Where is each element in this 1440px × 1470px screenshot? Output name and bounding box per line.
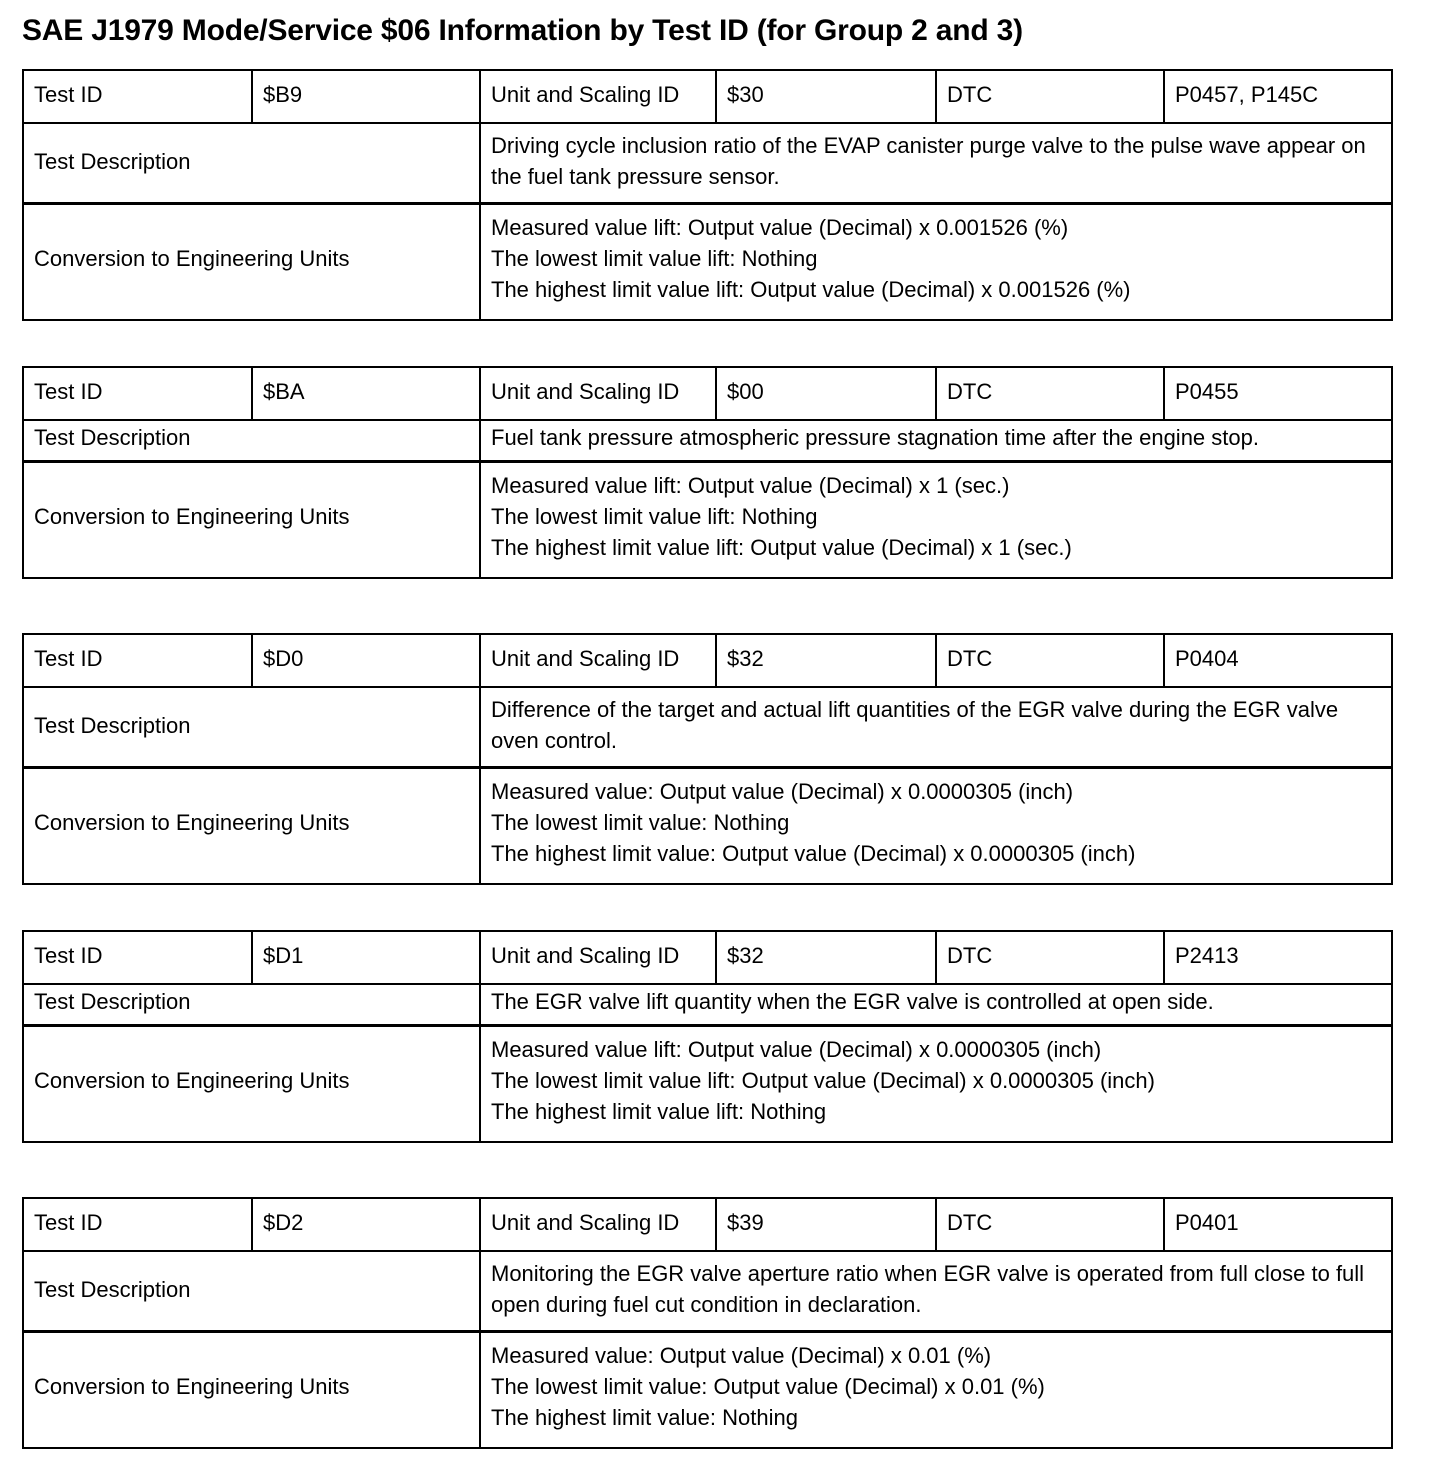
test-id-value: $B9	[252, 70, 480, 123]
conversion-label: Conversion to Engineering Units	[23, 768, 480, 885]
table-header-row	[23, 634, 1392, 687]
conversion-label: Conversion to Engineering Units	[23, 462, 480, 579]
test-description-value: Difference of the target and actual lift quantities of the EGR valve during the EGR valve oven control.	[480, 687, 1392, 768]
test-id-label: Test ID	[23, 1198, 252, 1251]
lowest-limit-line: The lowest limit value lift: Output value (Decimal) x 0.0000305 (inch)	[491, 1067, 1155, 1093]
conversion-row	[23, 462, 1392, 579]
highest-limit-line: The highest limit value: Output value (Decimal) x 0.0000305 (inch)	[491, 840, 1136, 866]
dtc-label: DTC	[936, 1198, 1164, 1251]
test-id-table-d2	[22, 1197, 1393, 1449]
test-id-label: Test ID	[23, 931, 252, 984]
test-id-label: Test ID	[23, 70, 252, 123]
measured-value-line: Measured value lift: Output value (Decimal) x 0.0000305 (inch)	[491, 1036, 1102, 1062]
dtc-value: P0457, P145C	[1164, 70, 1392, 123]
unit-scaling-id-value: $39	[716, 1198, 936, 1251]
unit-scaling-id-label: Unit and Scaling ID	[480, 367, 716, 420]
conversion-row	[23, 1026, 1392, 1143]
table-header-row	[23, 367, 1392, 420]
unit-scaling-id-value: $00	[716, 367, 936, 420]
measured-value-line: Measured value: Output value (Decimal) x 0.01 (%)	[491, 1342, 992, 1368]
test-id-table-d1	[22, 930, 1393, 1143]
conversion-value	[480, 1026, 1392, 1143]
lowest-limit-line: The lowest limit value lift: Nothing	[491, 245, 818, 271]
dtc-label: DTC	[936, 931, 1164, 984]
dtc-label: DTC	[936, 367, 1164, 420]
conversion-value	[480, 1332, 1392, 1449]
test-description-row	[23, 420, 1392, 462]
test-description-value: The EGR valve lift quantity when the EGR valve is controlled at open side.	[480, 984, 1392, 1026]
highest-limit-line: The highest limit value: Nothing	[491, 1404, 798, 1430]
unit-scaling-id-label: Unit and Scaling ID	[480, 634, 716, 687]
measured-value-line: Measured value lift: Output value (Decimal) x 1 (sec.)	[491, 472, 1010, 498]
test-id-value: $D2	[252, 1198, 480, 1251]
measured-value-line: Measured value: Output value (Decimal) x 0.0000305 (inch)	[491, 778, 1074, 804]
conversion-value	[480, 462, 1392, 579]
conversion-value	[480, 768, 1392, 885]
dtc-value: P0401	[1164, 1198, 1392, 1251]
test-id-label: Test ID	[23, 367, 252, 420]
test-id-table-d0	[22, 633, 1393, 885]
table-header-row	[23, 70, 1392, 123]
dtc-value: P0455	[1164, 367, 1392, 420]
dtc-label: DTC	[936, 70, 1164, 123]
lowest-limit-line: The lowest limit value: Output value (Decimal) x 0.01 (%)	[491, 1373, 1045, 1399]
test-description-row	[23, 687, 1392, 768]
test-description-label: Test Description	[23, 420, 480, 462]
test-description-label: Test Description	[23, 1251, 480, 1332]
test-id-label: Test ID	[23, 634, 252, 687]
test-description-row	[23, 123, 1392, 204]
test-description-label: Test Description	[23, 984, 480, 1026]
conversion-row	[23, 768, 1392, 885]
table-header-row	[23, 931, 1392, 984]
conversion-label: Conversion to Engineering Units	[23, 1332, 480, 1449]
test-description-label: Test Description	[23, 123, 480, 204]
unit-scaling-id-label: Unit and Scaling ID	[480, 70, 716, 123]
test-id-value: $D0	[252, 634, 480, 687]
conversion-label: Conversion to Engineering Units	[23, 1026, 480, 1143]
dtc-label: DTC	[936, 634, 1164, 687]
unit-scaling-id-value: $30	[716, 70, 936, 123]
test-id-table-ba	[22, 366, 1393, 579]
test-description-row	[23, 984, 1392, 1026]
conversion-value	[480, 204, 1392, 321]
lowest-limit-line: The lowest limit value lift: Nothing	[491, 503, 818, 529]
conversion-row	[23, 1332, 1392, 1449]
test-id-value: $BA	[252, 367, 480, 420]
unit-scaling-id-value: $32	[716, 634, 936, 687]
test-description-label: Test Description	[23, 687, 480, 768]
highest-limit-line: The highest limit value lift: Nothing	[491, 1098, 827, 1124]
measured-value-line: Measured value lift: Output value (Decimal) x 0.001526 (%)	[491, 214, 1069, 240]
lowest-limit-line: The lowest limit value: Nothing	[491, 809, 790, 835]
test-id-table-b9	[22, 69, 1393, 321]
unit-scaling-id-value: $32	[716, 931, 936, 984]
table-header-row	[23, 1198, 1392, 1251]
highest-limit-line: The highest limit value lift: Output value (Decimal) x 1 (sec.)	[491, 534, 1072, 560]
test-description-value: Monitoring the EGR valve aperture ratio when EGR valve is operated from full close to full open during fuel cut condition in declaration.	[480, 1251, 1392, 1332]
conversion-row	[23, 204, 1392, 321]
unit-scaling-id-label: Unit and Scaling ID	[480, 1198, 716, 1251]
test-id-value: $D1	[252, 931, 480, 984]
unit-scaling-id-label: Unit and Scaling ID	[480, 931, 716, 984]
highest-limit-line: The highest limit value lift: Output value (Decimal) x 0.001526 (%)	[491, 276, 1131, 302]
dtc-value: P2413	[1164, 931, 1392, 984]
test-description-row	[23, 1251, 1392, 1332]
page-title: SAE J1979 Mode/Service $06 Information by Test ID (for Group 2 and 3)	[22, 14, 1023, 47]
test-description-value: Fuel tank pressure atmospheric pressure stagnation time after the engine stop.	[480, 420, 1392, 462]
dtc-value: P0404	[1164, 634, 1392, 687]
test-description-value: Driving cycle inclusion ratio of the EVAP canister purge valve to the pulse wave appear on the fuel tank pressure sensor.	[480, 123, 1392, 204]
conversion-label: Conversion to Engineering Units	[23, 204, 480, 321]
